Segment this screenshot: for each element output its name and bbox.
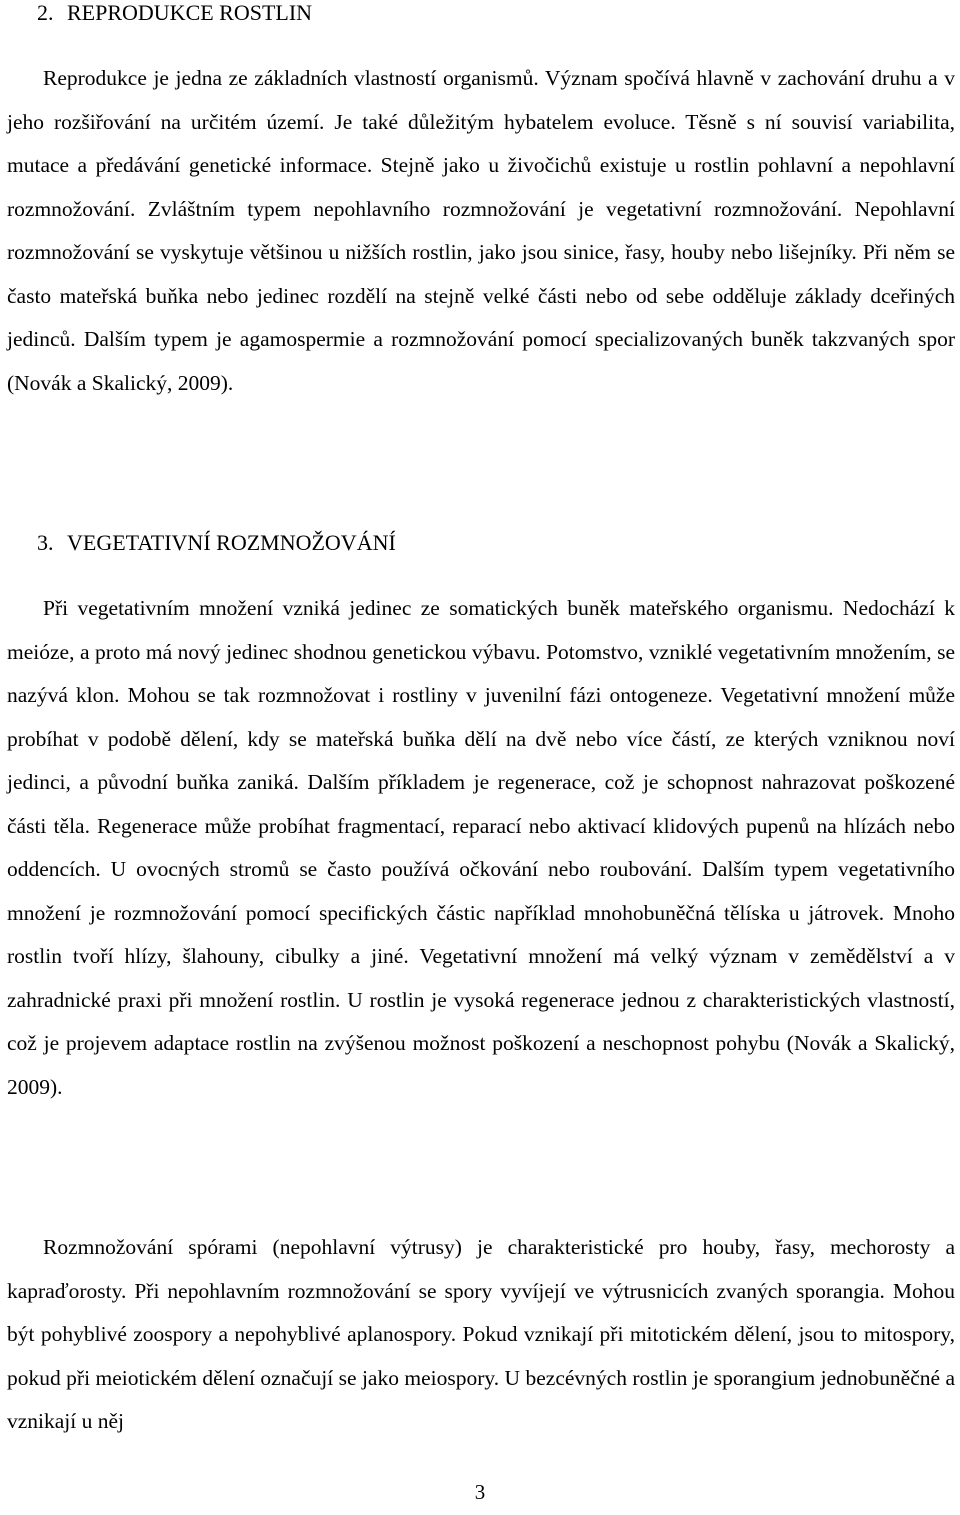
section-heading-reproduction [37,0,312,26]
section-heading-vegetative [37,530,396,556]
paragraph-spores: Rozmnožování spórami (nepohlavní výtrusy) je charakteristické pro houby, řasy, mechorosty a kapraďorosty. Při nepohlavním rozmnožování se spory vyvíjejí ve výtrusnicích zvaných sporangia. Mohou být pohyblivé zoospory a nepohyblivé aplanospory. Pokud vznikají při mitotickém dělení, jsou to mitospory, pokud při meiotickém dělení označují se jako meiospory. U bezcévných rostlin je sporangium jednobuněčné a vznikají u něj [7,1235,955,1433]
section-number: 2. [37,0,54,25]
paragraph-reproduction: Reprodukce je jedna ze základních vlastností organismů. Význam spočívá hlavně v zachování druhu a v jeho rozšiřování na určitém území. Je také důležitým hybatelem evoluce. Těsně s ní souvisí variabilita, mutace a předávání genetické informace. Stejně jako u živočichů existuje u rostlin pohlavní a nepohlavní rozmnožování. Zvláštním typem nepohlavního rozmnožování je vegetativní rozmnožování. Nepohlavní rozmnožování se vyskytuje většinou u nižších rostlin, jako jsou sinice, řasy, houby nebo lišejníky. Při něm se často mateřská buňka nebo jedinec rozdělí na stejně velké části nebo od sebe odděluje základy dceřiných jedinců. Dalším typem je agamospermie a rozmnožování pomocí specializovaných buněk takzvaných spor (Novák a Skalický, 2009). [7,66,955,395]
page-number: 3 [474,1480,486,1504]
section-number: 3. [37,530,54,555]
section-title: VEGETATIVNÍ ROZMNOŽOVÁNÍ [67,530,396,555]
section-title: REPRODUKCE ROSTLIN [67,0,313,25]
paragraph-vegetative: Při vegetativním množení vzniká jedinec ze somatických buněk mateřského organismu. Nedochází k meióze, a proto má nový jedinec shodnou genetickou výbavu. Potomstvo, vzniklé vegetativním množením, se nazývá klon. Mohou se tak rozmnožovat i rostliny v juvenilní fázi ontogeneze. Vegetativní množení může probíhat v podobě dělení, kdy se mateřská buňka dělí na dvě nebo více částí, ze kterých vzniknou noví jedinci, a původní buňka zaniká. Dalším příkladem je regenerace, což je schopnost nahrazovat poškozené části těla. Regenerace může probíhat fragmentací, reparací nebo aktivací klidových pupenů na hlízách nebo oddencích. U ovocných stromů se často používá očkování nebo roubování. Dalším typem vegetativního množení je rozmnožování pomocí specifických částic například mnohobuněčná tělíska u játrovek. Mnoho rostlin tvoří hlízy, šlahouny, cibulky a jiné. Vegetativní množení má velký význam v zemědělství a v zahradnické praxi při množení rostlin. U rostlin je vysoká regenerace jednou z charakteristických vlastností, což je projevem adaptace rostlin na zvýšenou možnost poškození a neschopnost pohybu (Novák a Skalický, 2009). [7,596,955,1099]
